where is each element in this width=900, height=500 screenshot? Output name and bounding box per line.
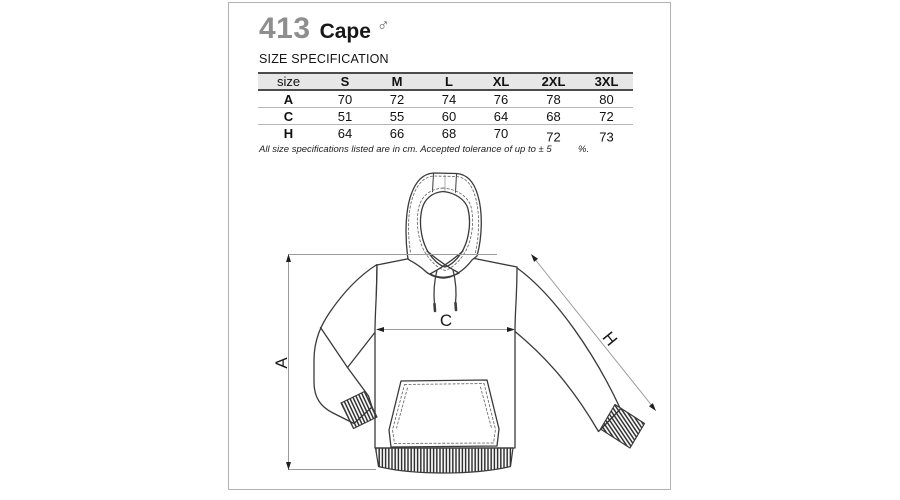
size-value: 78 — [527, 90, 580, 108]
size-value: 51 — [319, 108, 371, 125]
dimension-label-c: C — [439, 311, 453, 330]
column-header-3xl: 3XL — [580, 73, 633, 90]
column-header-xl: XL — [475, 73, 527, 90]
row-label-a: A — [258, 90, 319, 108]
column-header-m: M — [371, 73, 423, 90]
size-value: 74 — [423, 90, 475, 108]
size-value: 66 — [389, 125, 405, 141]
dimension-label-h: H — [598, 328, 621, 350]
size-value: 64 — [337, 125, 353, 141]
right-sleeve — [515, 268, 621, 432]
size-value: 68 — [441, 125, 457, 141]
hoodie-garment — [314, 173, 645, 473]
size-value: 60 — [423, 108, 475, 125]
column-header-s: S — [319, 73, 371, 90]
size-value: 55 — [371, 108, 423, 125]
column-header-2xl: 2XL — [527, 73, 580, 90]
size-value: 72 — [580, 108, 633, 125]
waistband-rib — [376, 448, 514, 473]
dimension-label-a: A — [272, 357, 291, 369]
table-footnote: All size specifications listed are in cm. Accepted tolerance of up to ± 5 %. — [259, 144, 590, 155]
drawstring-aglet — [435, 304, 436, 311]
row-label-h: H — [283, 125, 294, 141]
kangaroo-pocket — [389, 380, 499, 447]
size-value: 68 — [527, 108, 580, 125]
column-header-l: L — [423, 73, 475, 90]
product-code: 413 — [259, 12, 311, 45]
product-name: Cape — [319, 20, 371, 43]
size-value: 72 — [546, 129, 561, 144]
size-value: 73 — [599, 129, 614, 144]
size-value: 70 — [493, 125, 509, 141]
size-value: 64 — [475, 108, 527, 125]
column-header-size: size — [258, 73, 319, 90]
row-label-c: C — [258, 108, 319, 125]
size-value: 80 — [580, 90, 633, 108]
section-heading: SIZE SPECIFICATION — [259, 52, 389, 66]
size-value: 70 — [319, 90, 371, 108]
drawstring-aglet — [456, 303, 457, 310]
size-value: 72 — [371, 90, 423, 108]
size-value: 76 — [475, 90, 527, 108]
male-gender-icon: ♂ — [376, 16, 390, 35]
